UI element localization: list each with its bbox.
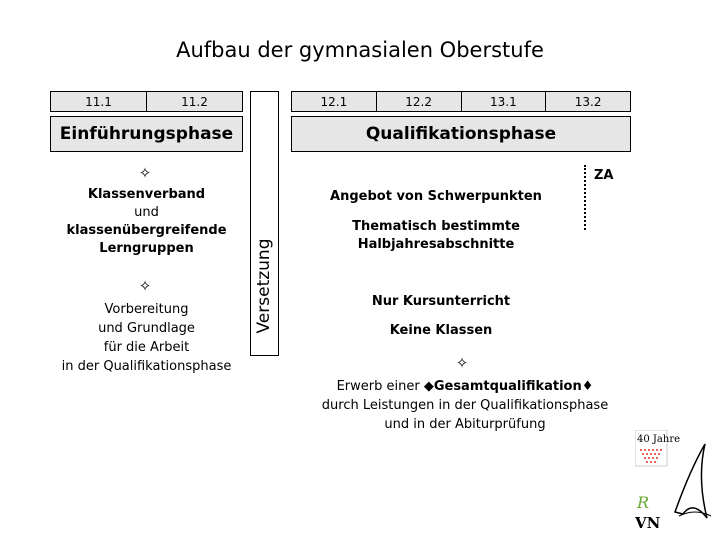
erwerb-line1 <box>295 377 635 396</box>
left-block-1-line4: Lerngruppen <box>99 241 194 256</box>
left-block-2 <box>45 300 248 376</box>
term-bar-left <box>50 91 243 112</box>
erwerb-bold: Gesamtqualifikation <box>433 379 582 394</box>
logo-letter-top: R <box>637 493 650 512</box>
term-13-1: 13.1 <box>462 92 547 111</box>
thematisch-line2: Halbjahresabschnitte <box>357 237 515 252</box>
left-block-1 <box>50 186 243 258</box>
left-block-1-line2: und <box>134 205 159 220</box>
erwerb-line2: durch Leistungen in der Qualifikationsphase <box>321 398 609 413</box>
erwerb-block <box>295 377 635 434</box>
thematisch-text <box>291 218 581 254</box>
school-logo <box>635 430 715 530</box>
phase-einfuehrung: Einführungsphase <box>50 116 243 152</box>
versetzung-label: Versetzung <box>254 238 274 334</box>
left-block-2-line2: und Grundlage <box>98 321 195 336</box>
diamond-icon: ✧ <box>138 164 152 182</box>
kursunterricht-text: Nur Kursunterricht <box>371 294 511 309</box>
diamond-icon: ✧ <box>455 354 469 372</box>
term-12-1: 12.1 <box>292 92 377 111</box>
left-block-1-line3: klassenübergreifende <box>66 223 227 238</box>
left-block-2-line4: in der Qualifikationsphase <box>61 359 232 374</box>
abitur-divider <box>584 165 586 230</box>
bullet-icon: ♦ <box>581 379 594 394</box>
keine-klassen-text: Keine Klassen <box>389 323 493 338</box>
left-block-2-line3: für die Arbeit <box>103 340 190 355</box>
left-block-1-line1: Klassenverband <box>87 187 206 202</box>
term-11-1: 11.1 <box>51 92 147 111</box>
logo-years: 40 Jahre <box>637 434 681 445</box>
term-11-2: 11.2 <box>181 94 208 109</box>
term-12-2: 12.2 <box>377 92 462 111</box>
term-bar-right <box>291 91 631 112</box>
za-label: ZA <box>594 168 614 183</box>
logo-graphic <box>635 430 715 530</box>
left-block-2-line1: Vorbereitung <box>104 302 189 317</box>
term-13-2: 13.2 <box>574 94 602 109</box>
page-title: Aufbau der gymnasialen Oberstufe <box>176 38 544 62</box>
diamond-icon: ✧ <box>138 277 152 295</box>
erwerb-prefix: Erwerb einer <box>336 379 424 394</box>
thematisch-line1: Thematisch bestimmte <box>352 219 520 234</box>
schwerpunkte-text: Angebot von Schwerpunkten <box>330 189 542 204</box>
logo-letters-bottom: VN <box>635 514 661 530</box>
bullet-icon: ◆ <box>423 379 434 394</box>
phase-qualifikation: Qualifikationsphase <box>291 116 631 152</box>
erwerb-line3: und in der Abiturprüfung <box>384 417 546 432</box>
